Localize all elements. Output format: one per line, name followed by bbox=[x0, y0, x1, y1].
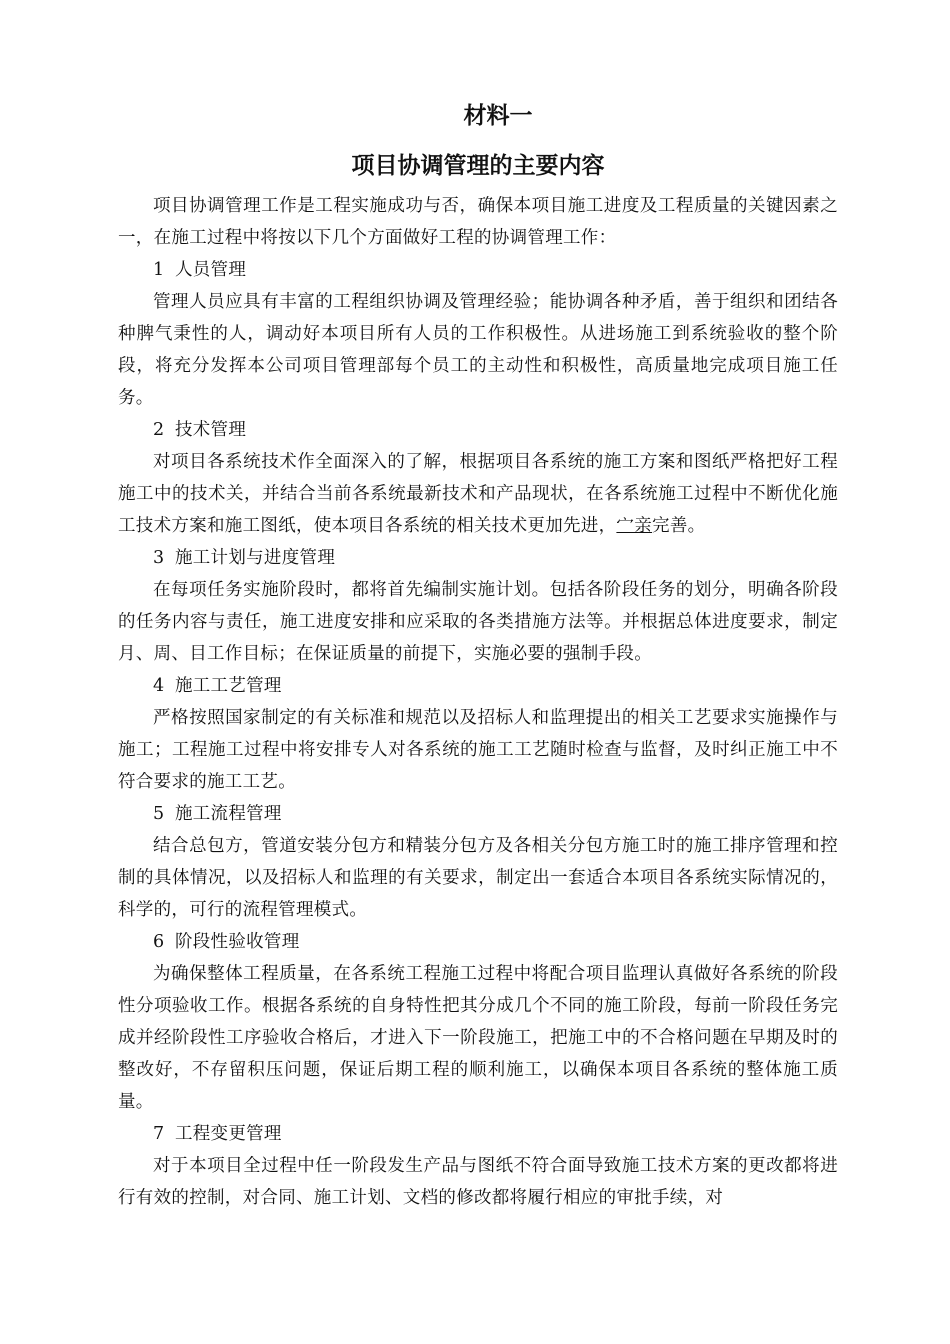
section-body-7: 对于本项目全过程中任一阶段发生产品与图纸不符合面导致施工技术方案的更改都将进行有效的控制，对合同、施工计划、文档的修改都将履行相应的审批手续，对 bbox=[118, 1156, 838, 1208]
section-title: 阶段性验收管理 bbox=[174, 932, 300, 952]
section-body-text-end: 完善。 bbox=[652, 516, 706, 536]
section-heading-5 bbox=[118, 798, 838, 830]
section-heading-7 bbox=[118, 1118, 838, 1150]
section-body-text: 对项目各系统技术作全面深入的了解，根据项目各系统的施工方案和图纸严格把好工程施工中的技术关，并结合当前各系统最新技术和产品现状，在各系统施工过程中不断优化施工技术方案和施工图纸，使本项目各系统的相关技术更加先进， bbox=[118, 452, 838, 536]
intro-paragraph: 项目协调管理工作是工程实施成功与否，确保本项目施工进度及工程质量的关键因素之一，在施工过程中将按以下几个方面做好工程的协调管理工作： bbox=[118, 196, 838, 248]
section-heading-3 bbox=[118, 542, 838, 574]
section-body-3: 在每项任务实施阶段时，都将首先编制实施计划。包括各阶段任务的划分，明确各阶段的任务内容与责任，施工进度安排和应采取的各类措施方法等。并根据总体进度要求，制定月、周、目工作目标；在保证质量的前提下，实施必要的强制手段。 bbox=[118, 580, 838, 664]
section-body-5: 结合总包方，管道安装分包方和精装分包方及各相关分包方施工时的施工排序管理和控制的具体情况，以及招标人和监理的有关要求，制定出一套适合本项目各系统实际情况的，科学的，可行的流程管理模式。 bbox=[118, 836, 838, 920]
section-number: 7 bbox=[153, 1124, 165, 1144]
section-number: 3 bbox=[153, 548, 165, 568]
section-number: 2 bbox=[153, 420, 165, 440]
section-body-4: 严格按照国家制定的有关标准和规范以及招标人和监理提出的相关工艺要求实施操作与施工；工程施工过程中将安排专人对各系统的施工工艺随时检查与监督，及时纠正施工中不符合要求的施工工艺。 bbox=[118, 708, 838, 792]
section-number: 4 bbox=[153, 676, 165, 696]
section-heading-1 bbox=[118, 254, 838, 286]
document-subtitle: 项目协调管理的主要内容 bbox=[351, 153, 605, 179]
section-title: 施工工艺管理 bbox=[174, 676, 282, 696]
section-heading-6 bbox=[118, 926, 838, 958]
section-title: 技术管理 bbox=[174, 420, 247, 440]
section-heading-4 bbox=[118, 670, 838, 702]
section-title: 工程变更管理 bbox=[174, 1124, 282, 1144]
section-title: 施工流程管理 bbox=[174, 804, 282, 824]
section-title: 人员管理 bbox=[174, 260, 247, 280]
section-number: 5 bbox=[153, 804, 165, 824]
section-number: 6 bbox=[153, 932, 165, 952]
document-title: 材料一 bbox=[463, 103, 533, 129]
section-title: 施工计划与进度管理 bbox=[174, 548, 336, 568]
underlined-mark: 宀亲 bbox=[616, 516, 653, 536]
section-heading-2 bbox=[118, 414, 838, 446]
section-number: 1 bbox=[153, 260, 165, 280]
document-page bbox=[118, 90, 838, 1214]
section-body-1: 管理人员应具有丰富的工程组织协调及管理经验；能协调各种矛盾，善于组织和团结各种脾气秉性的人，调动好本项目所有人员的工作积极性。从进场施工到系统验收的整个阶段，将充分发挥本公司项目管理部每个员工的主动性和积极性，高质量地完成项目施工任务。 bbox=[118, 292, 838, 408]
section-body-6: 为确保整体工程质量，在各系统工程施工过程中将配合项目监理认真做好各系统的阶段性分项验收工作。根据各系统的自身特性把其分成几个不同的施工阶段，每前一阶段任务完成并经阶段性工序验收合格后，才进入下一阶段施工，把施工中的不合格问题在早期及时的整改好，不存留积压问题，保证后期工程的顺利施工，以确保本项目各系统的整体施工质量。 bbox=[118, 964, 838, 1112]
section-body-2 bbox=[118, 446, 838, 542]
